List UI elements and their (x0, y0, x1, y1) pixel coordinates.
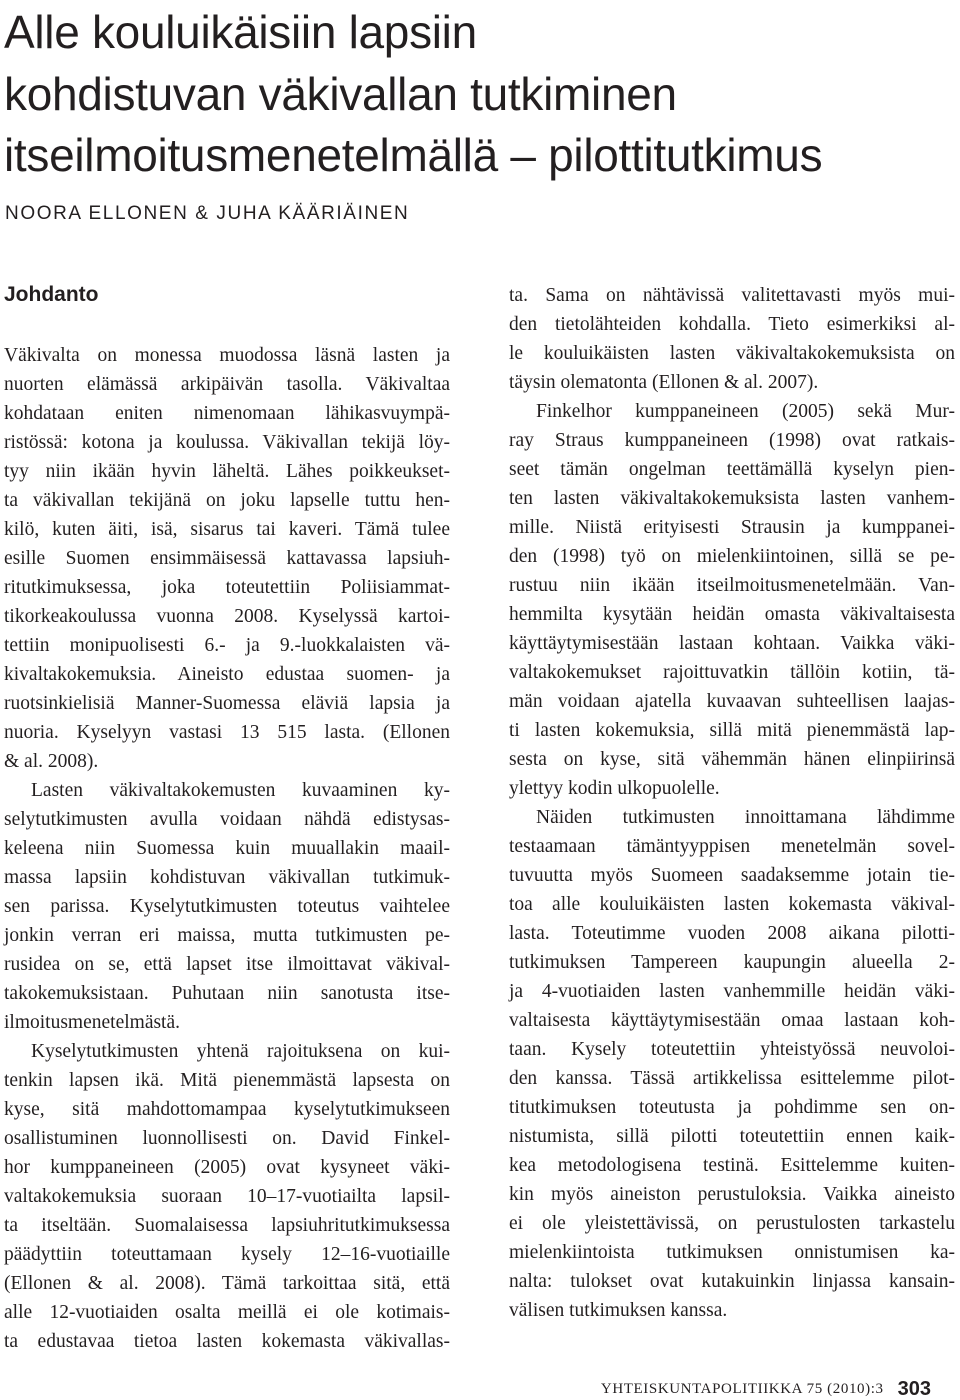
text-line: kohdataan eniten nimenomaan lähikasvuympä- (4, 403, 450, 424)
text-line: tikorkeakoulussa vuonna 2008. Kyselyssä kartoi- (4, 606, 450, 627)
paragraph (509, 397, 955, 803)
text-line: hemmilta kysytään heidän omasta väkivaltaisesta (509, 604, 955, 625)
text-line: takokemuksistaan. Puhutaan niin sanotusta itse- (4, 983, 450, 1004)
text-line: kyse, sitä mahdottomampaa kyselytutkimukseen (4, 1099, 450, 1120)
text-line: ta edustavaa tietoa lasten kokemasta väkivallas- (4, 1331, 450, 1352)
text-line: seet tämän ongelman teettämällä kyselyn pien- (509, 459, 955, 480)
text-line: mielenkiintoista tutkimuksen onnistumisen ka- (509, 1242, 955, 1263)
text-line: Kyselytutkimusten yhtenä rajoituksena on kui- (31, 1041, 450, 1062)
text-line: tettiin monipuolisesti 6.- ja 9.-luokkalaisten vä- (4, 635, 450, 656)
text-line: män voidaan ajatella kuvaavan suhteellisen laajas- (509, 691, 955, 712)
text-line: valtaisesta käyttäytymisestään omaa lastaan koh- (509, 1010, 955, 1031)
title-line: kohdistuvan väkivallan tutkiminen (4, 67, 677, 120)
title-line: itseilmoitusmenetelmällä – pilottitutkimus (4, 129, 823, 181)
text-line: täysin olematonta (Ellonen & al. 2007). (509, 372, 819, 393)
text-line: valtakokemuksia suoraan 10–17-vuotiailta lapsil- (4, 1186, 450, 1207)
page-footer (601, 1376, 931, 1399)
text-line: & al. 2008). (4, 751, 99, 772)
text-line: massa lapsiin kohdistuvan väkivallan tutkimuk- (4, 867, 450, 888)
left-column (4, 279, 450, 1356)
text-line: rustuu niin ikään itseilmoitusmenetelmään. Van- (509, 575, 955, 596)
text-line: ray Straus kumppaneineen (1998) ovat ratkais- (509, 430, 955, 451)
text-line: nistumista, sillä pilotti toteutettiin ennen kaik- (509, 1126, 955, 1147)
text-line: esille Suomen ensimmäisessä kattavassa lapsiuh- (4, 548, 450, 569)
right-column (509, 281, 955, 1325)
text-line: kin myös aineiston perustuloksia. Vaikka aineisto (509, 1184, 955, 1205)
text-line: toa alle kouluikäisten lasten kokemasta väkival- (509, 894, 955, 915)
text-line: ruotsinkielisiä Manner-Suomessa eläviä lapsia ja (4, 693, 450, 714)
paragraph (509, 281, 955, 397)
text-line: päädyttiin toteuttamaan kysely 12–16-vuotiaille (4, 1244, 450, 1265)
journal-citation: YHTEISKUNTAPOLITIIKKA 75 (2010):3 (600, 1381, 884, 1397)
text-line: välisen tutkimuksen kanssa. (509, 1300, 728, 1321)
text-line: alle 12-vuotiaiden osalta meillä ei ole kotimais- (4, 1302, 450, 1323)
text-line: hor kumppaneineen (2005) ovat kysyneet väki- (4, 1157, 450, 1178)
text-line: (Ellonen & al. 2008). Tämä tarkoittaa sitä, että (4, 1273, 450, 1294)
text-line: ei ole yleistettävissä, on perustulosten tarkastelu (509, 1213, 955, 1234)
text-line: tutkimuksen Tampereen kaupungin alueella 2- (509, 952, 955, 973)
text-line: sen parissa. Kyselytutkimusten toteutus vaihtelee (4, 896, 450, 917)
text-line: nalta: tulokset ovat kutakuinkin linjassa kansain- (509, 1271, 955, 1292)
text-line: jonkin verran eri maissa, mutta tutkimusten pe- (4, 925, 450, 946)
text-line: ten lasten väkivaltakokemuksista lasten vanhem- (509, 488, 955, 509)
text-line: Finkelhor kumppaneineen (2005) sekä Mur- (536, 401, 955, 422)
text-line: tenkin lapsen ikä. Mitä pienemmästä lapsesta on (4, 1070, 450, 1091)
text-line: ylettyy kodin ulkopuolelle. (509, 778, 720, 799)
text-line: Lasten väkivaltakokemusten kuvaaminen ky- (31, 780, 450, 801)
text-line: testaamaan tämäntyyppisen menetelmän sovel- (509, 836, 955, 857)
text-line: osallistuminen luonnollisesti on. David Finkel- (4, 1128, 450, 1149)
text-line: keleena niin Suomessa kuin muuallakin maail- (4, 838, 450, 859)
text-line: kivaltakokemuksia. Aineisto edustaa suomen- ja (4, 664, 450, 685)
text-line: ritutkimuksessa, joka toteutettiin Poliisiammat- (4, 577, 450, 598)
paragraph (4, 1037, 450, 1356)
text-line: kilö, kuten äiti, isä, sisarus tai kaveri. Tämä tulee (4, 519, 450, 540)
text-line: titutkimuksen toteutusta ja pohdimme sen on- (509, 1097, 955, 1118)
text-line: valtakokemukset rajoittuvatkin tällöin kotiin, tä- (509, 662, 955, 683)
text-line: ristössä: kotona ja koulussa. Väkivallan tekijä löy- (4, 432, 450, 453)
text-line: kea metodologisena testinä. Esittelemme kuiten- (509, 1155, 955, 1176)
text-line: den tietolähteiden kohdalla. Tieto esimerkiksi al- (509, 314, 955, 335)
text-line: ja 4-vuotiaiden lasten vanhemmille heidän väki- (509, 981, 955, 1002)
title-line: Alle kouluikäisiin lapsiin (4, 6, 477, 58)
text-line: selytutkimusten avulla voidaan nähdä edistysas- (4, 809, 450, 830)
authors: NOORA ELLONEN & JUHA KÄÄRIÄINEN (5, 203, 410, 224)
section-heading: Johdanto (4, 283, 99, 306)
text-line: taan. Kysely toteutettiin yhteistyössä neuvoloi- (509, 1039, 955, 1060)
text-line: ta itseltään. Suomalaisessa lapsiuhritutkimuksessa (4, 1215, 450, 1236)
text-line: ta. Sama on nähtävissä valitettavasti myös mui- (509, 285, 955, 306)
text-line: den (1998) työ on mielenkiintoinen, sillä se pe- (509, 546, 955, 567)
text-line: tyy niin ikään hyvin läheltä. Lähes poikkeukset- (4, 461, 450, 482)
text-line: ta väkivallan tekijänä on joku lapselle tuttu hen- (4, 490, 450, 511)
text-line: ti lasten kokemuksia, sillä mitä pienemmästä lap- (509, 720, 955, 741)
paragraph (509, 803, 955, 1325)
text-line: nuorten elämässä arkipäivän tasolla. Väkivaltaa (4, 374, 450, 395)
text-line: mille. Niistä erityisesti Strausin ja kumppanei- (509, 517, 955, 538)
paragraph (4, 341, 450, 776)
text-line: käyttäytymisestään lastaan kohtaan. Vaikka väki- (509, 633, 955, 654)
text-line: Väkivalta on monessa muodossa läsnä lasten ja (4, 345, 450, 366)
text-line: tuvuutta myös Suomeen saadaksemme jotain tie- (509, 865, 955, 886)
article-title (4, 2, 954, 187)
text-line: le kouluikäisten lasten väkivaltakokemuksista on (509, 343, 955, 364)
text-line: Näiden tutkimusten innoittamana lähdimme (536, 807, 955, 828)
text-line: ilmoitusmenetelmästä. (4, 1012, 181, 1033)
text-line: den kanssa. Tässä artikkelissa esittelemme pilot- (509, 1068, 955, 1089)
text-line: rusidea on se, että lapset itse ilmoittavat väkival- (4, 954, 450, 975)
text-line: sesta on kyse, sitä vähemmän hänen elinpiirinsä (509, 749, 955, 770)
page-number: 303 (897, 1378, 931, 1400)
text-line: nuoria. Kyselyyn vastasi 13 515 lasta. (Ellonen (4, 722, 450, 743)
text-line: lasta. Toteutimme vuoden 2008 aikana pilotti- (509, 923, 955, 944)
paragraph (4, 776, 450, 1037)
